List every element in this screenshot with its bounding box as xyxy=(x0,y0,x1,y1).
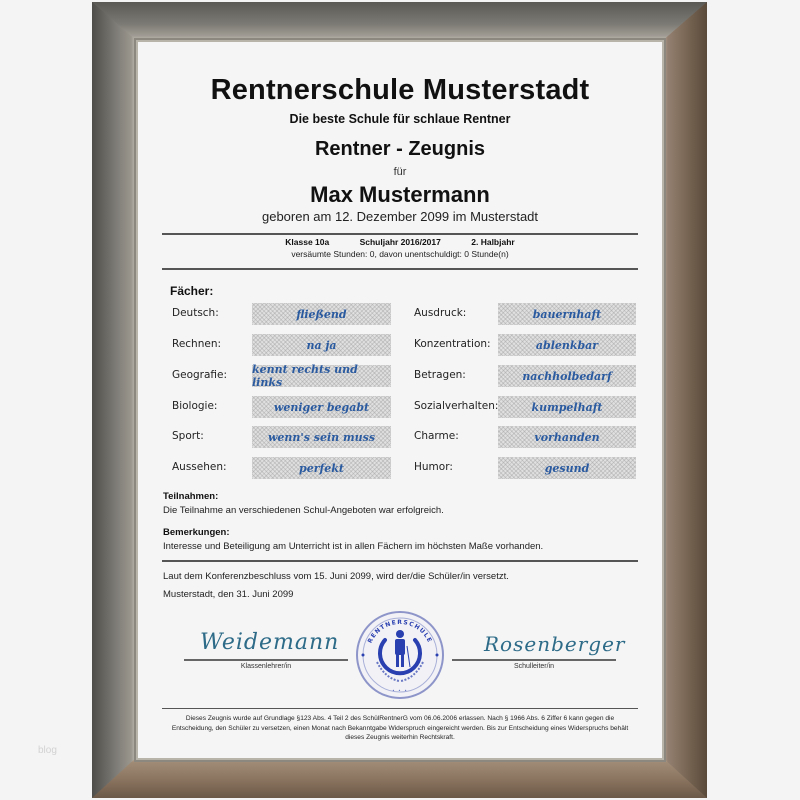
divider xyxy=(162,233,638,235)
grade-value: kumpelhaft xyxy=(498,396,636,418)
teacher-role: Klassenlehrer/in xyxy=(240,663,292,670)
grade-row xyxy=(138,365,662,387)
grade-value: vorhanden xyxy=(498,426,636,448)
subject-label: Sozialverhalten: xyxy=(414,400,499,412)
decision-text: Laut dem Konferenzbeschluss vom 15. Juni 2099, wird der/die Schüler/in versetzt. xyxy=(163,571,509,582)
subject-label: Rechnen: xyxy=(172,338,222,350)
document-type: Rentner - Zeugnis xyxy=(314,138,485,160)
grade-value: weniger begabt xyxy=(252,396,391,418)
principal-signature: Rosenberger xyxy=(484,632,626,656)
certificate xyxy=(138,42,662,758)
for-label: für xyxy=(393,166,407,178)
divider xyxy=(162,268,638,270)
grade-value: gesund xyxy=(498,457,636,479)
grade-value: wenn's sein muss xyxy=(252,426,391,448)
teacher-signature-line xyxy=(184,659,348,661)
class: Klasse 10a xyxy=(285,237,330,247)
subject-label: Biologie: xyxy=(172,400,218,412)
grade-value: ablenkbar xyxy=(498,334,636,356)
grade-value: bauernhaft xyxy=(498,303,636,325)
remarks-heading: Bemerkungen: xyxy=(163,527,230,538)
remarks-text: Interesse und Beteiligung am Unterricht ist in allen Fächern im höchsten Maße vorhanden. xyxy=(163,541,544,552)
principal-role: Schulleiter/in xyxy=(513,663,555,670)
seal-text: RENTNERSCHULE xyxy=(366,618,434,645)
grade-value: kennt rechts und links xyxy=(252,365,391,387)
half-year: 2. Halbjahr xyxy=(471,237,515,247)
participation-text: Die Teilnahme an verschiedenen Schul-Angeboten war erfolgreich. xyxy=(163,505,444,516)
subject-label: Humor: xyxy=(414,461,453,473)
svg-text:• • •: • • • xyxy=(392,689,408,694)
teacher-signature: Weidemann xyxy=(200,630,340,655)
participation-heading: Teilnahmen: xyxy=(163,491,219,502)
place-date: Musterstadt, den 31. Juni 2099 xyxy=(163,589,294,600)
subject-label: Konzentration: xyxy=(414,338,491,350)
school-year: Schuljahr 2016/2017 xyxy=(359,237,441,247)
subject-label: Aussehen: xyxy=(172,461,227,473)
grade-row xyxy=(138,426,662,448)
frame-left xyxy=(92,2,138,798)
grade-row xyxy=(138,396,662,418)
frame-top xyxy=(92,2,707,42)
grade-value: perfekt xyxy=(252,457,391,479)
school-name: Rentnerschule Musterstadt xyxy=(210,74,590,106)
divider xyxy=(162,708,638,709)
birth-info: geboren am 12. Dezember 2099 im Musterstadt xyxy=(261,209,539,224)
subject-label: Geografie: xyxy=(172,369,228,381)
principal-signature-line xyxy=(452,659,616,661)
subject-label: Charme: xyxy=(414,430,459,442)
student-name: Max Mustermann xyxy=(310,182,490,207)
subject-label: Sport: xyxy=(172,430,204,442)
subjects-heading: Fächer: xyxy=(170,284,214,298)
divider xyxy=(162,560,638,562)
grade-value: fließend xyxy=(252,303,391,325)
grade-row xyxy=(138,334,662,356)
grade-row xyxy=(138,457,662,479)
subject-label: Deutsch: xyxy=(172,307,219,319)
frame-right xyxy=(661,2,707,798)
legal-note: Dieses Zeugnis wurde auf Grundlage §123 Abs. 4 Teil 2 des SchülRentnerG vom 06.06.2006 erlassen. Nach § 1966 Abs. 6 Ziffer 6 kann gegen die Entscheidung, den Schüler zu versetzen, einen Monat nach Bekanntgabe Widerspruch eingereicht werden. Bis zur Entscheidung eines Widerspruchs behält dieses Zeugnis weiterhin Rechtskraft. xyxy=(171,715,629,741)
subject-label: Ausdruck: xyxy=(414,307,467,319)
grade-row xyxy=(138,303,662,325)
school-seal-icon xyxy=(355,610,445,700)
watermark: blog xyxy=(38,745,57,756)
tagline: Die beste Schule für schlaue Rentner xyxy=(289,112,511,126)
absences: versäumte Stunden: 0, davon unentschuldigt: 0 Stunde(n) xyxy=(291,249,509,259)
subject-label: Betragen: xyxy=(414,369,466,381)
frame-bottom xyxy=(92,756,707,798)
class-info xyxy=(138,237,662,247)
grade-value: nachholbedarf xyxy=(498,365,636,387)
grade-value: na ja xyxy=(252,334,391,356)
